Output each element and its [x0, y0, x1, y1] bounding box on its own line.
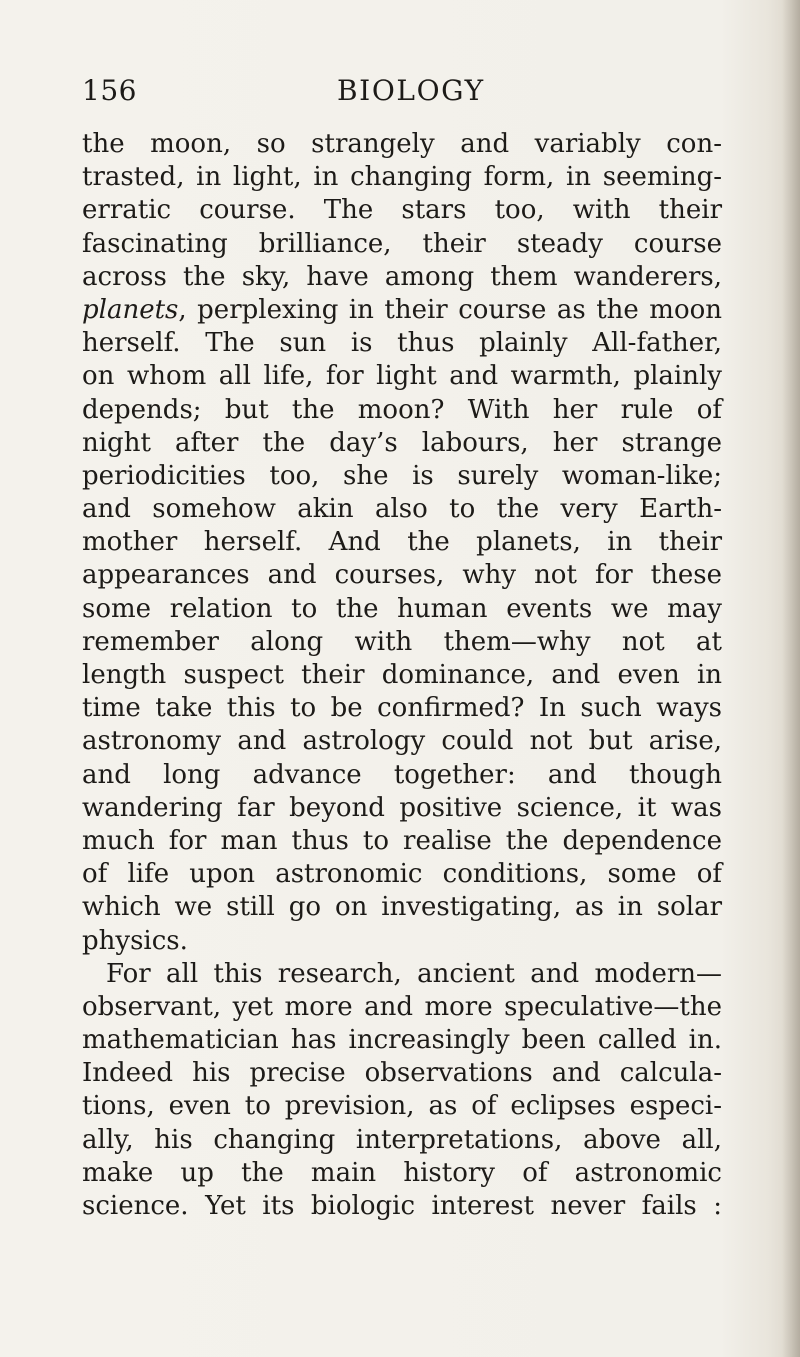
text-line: physics.	[82, 925, 188, 956]
page-edge-shadow	[782, 0, 800, 1357]
text-line: much for man thus to realise the dependence	[82, 825, 722, 856]
text-fragment: , perplexing in their course as the moon	[178, 294, 722, 325]
text-line: mother herself. And the planets, in their	[82, 527, 722, 558]
text-line: science. Yet its biologic interest never fails :	[82, 1191, 722, 1221]
body-text	[82, 128, 722, 1223]
text-line: depends; but the moon? With her rule of	[82, 394, 722, 425]
text-line	[82, 294, 722, 327]
text-line: make up the main history of astronomic	[82, 1157, 722, 1188]
text-line: the moon, so strangely and variably con-	[82, 129, 722, 159]
text-line: on whom all life, for light and warmth, plainly	[82, 361, 722, 392]
paragraph-first-line: For all this research, ancient and modern—	[106, 958, 722, 989]
page-header	[82, 74, 722, 114]
text-line: fascinating brilliance, their steady course	[82, 228, 722, 259]
text-line: observant, yet more and more speculative—the	[82, 991, 722, 1022]
text-line: night after the day’s labours, her strange	[82, 427, 722, 458]
text-line: periodicities too, she is surely woman-like;	[82, 460, 722, 491]
text-line: tions, even to prevision, as of eclipses especi-	[82, 1091, 722, 1122]
text-line: length suspect their dominance, and even in	[82, 660, 722, 690]
running-head: BIOLOGY	[337, 74, 485, 107]
text-line: across the sky, have among them wanderers,	[82, 261, 722, 292]
italic-term: planets	[82, 294, 179, 325]
text-line: which we still go on investigating, as in solar	[82, 892, 722, 923]
text-line: astronomy and astrology could not but arise,	[82, 726, 722, 757]
text-line: herself. The sun is thus plainly All-father,	[82, 328, 722, 359]
text-line: some relation to the human events we may	[82, 593, 722, 624]
text-line: and somehow akin also to the very Earth-	[82, 494, 722, 525]
text-line: of life upon astronomic conditions, some of	[82, 859, 722, 890]
text-line: ally, his changing interpretations, above all,	[82, 1124, 722, 1155]
text-line: mathematician has increasingly been called in.	[82, 1025, 722, 1056]
text-line: Indeed his precise observations and calcula-	[82, 1058, 722, 1089]
page-number: 156	[82, 74, 137, 107]
text-line: time take this to be confirmed? In such ways	[82, 693, 722, 724]
text-line: remember along with them—why not at	[82, 626, 722, 657]
text-line: appearances and courses, why not for these	[82, 560, 722, 591]
text-line: and long advance together: and though	[82, 759, 722, 790]
text-line: wandering far beyond positive science, it was	[82, 792, 722, 823]
text-line: erratic course. The stars too, with their	[82, 195, 722, 226]
text-line: trasted, in light, in changing form, in seeming-	[82, 162, 722, 193]
